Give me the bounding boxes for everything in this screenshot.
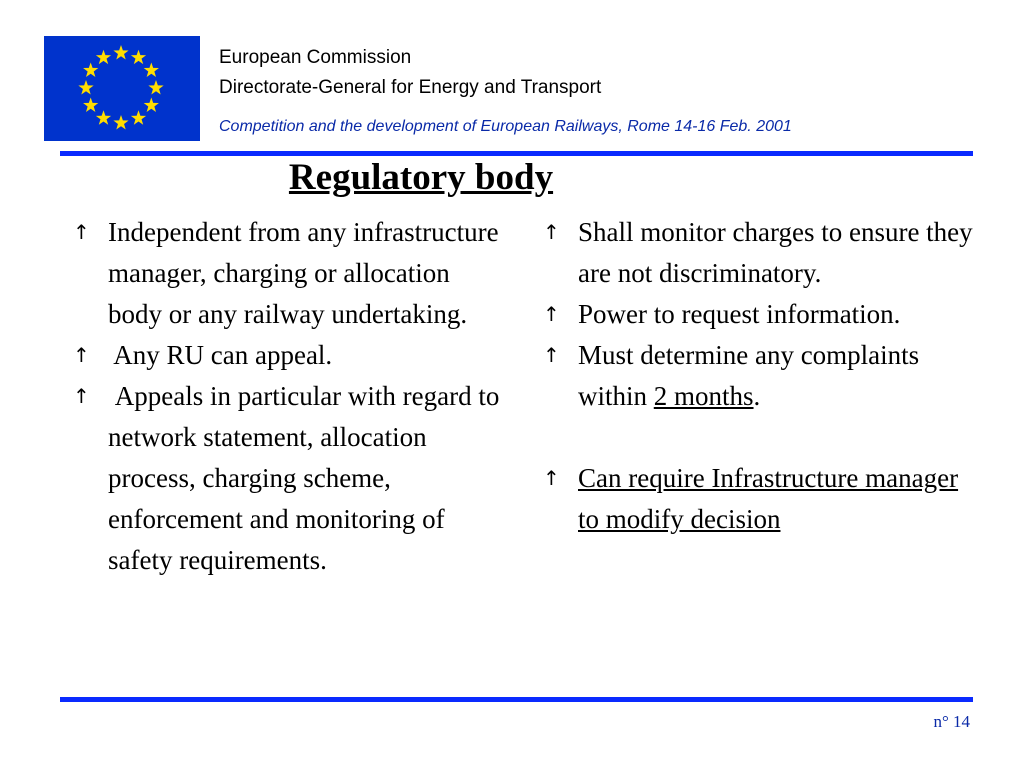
up-arrow-icon: ↑ — [543, 302, 560, 326]
up-arrow-icon: ↑ — [73, 343, 90, 367]
up-arrow-icon: ↑ — [543, 466, 560, 490]
bullet-item — [538, 294, 978, 335]
star-icon — [96, 50, 111, 64]
directorate-name: Directorate-General for Energy and Transport — [219, 77, 602, 98]
star-icon — [131, 110, 146, 124]
bullet-text: Shall monitor charges to ensure they are not discriminatory. — [578, 217, 973, 288]
eu-flag-stars — [44, 36, 200, 141]
star-icon — [144, 63, 159, 77]
bullet-item — [68, 376, 508, 581]
up-arrow-icon: ↑ — [73, 384, 90, 408]
deadline-link[interactable]: 2 months — [653, 381, 754, 411]
up-arrow-icon: ↑ — [73, 220, 90, 244]
star-icon — [113, 45, 128, 59]
bullet-text: Any RU can appeal. — [108, 340, 333, 370]
bullet-text-after: . — [753, 381, 761, 411]
eu-flag-icon — [44, 36, 200, 141]
bullet-text-before: Must determine any complaints within — [578, 340, 926, 411]
star-icon — [83, 98, 98, 112]
bullet-item — [538, 212, 978, 294]
page-number: n° 14 — [933, 712, 970, 731]
bullet-text: Power to request information. — [578, 299, 901, 329]
star-icon — [113, 115, 128, 129]
event-subtitle: Competition and the development of European Railways, Rome 14-16 Feb. 2001 — [219, 118, 792, 135]
bullet-item — [68, 335, 508, 376]
bullet-text: Independent from any infrastructure manager, charging or allocation body or any railway undertaking. — [108, 217, 499, 329]
bottom-divider — [60, 697, 973, 702]
right-bullet-list — [538, 212, 978, 540]
up-arrow-icon: ↑ — [543, 343, 560, 367]
star-icon — [96, 110, 111, 124]
slide-title: Regulatory body — [288, 157, 554, 198]
star-icon — [148, 80, 163, 94]
left-bullet-list — [68, 212, 508, 581]
up-arrow-icon: ↑ — [543, 220, 560, 244]
bullet-item — [68, 212, 508, 335]
bullet-text: Appeals in particular with regard to network statement, allocation process, charging scheme, enforcement and monitoring of safety requirements. — [108, 381, 507, 575]
bullet-item — [538, 335, 978, 417]
star-icon — [83, 63, 98, 77]
modify-decision-link[interactable]: Can require Infrastructure manager to modify decision — [578, 463, 959, 534]
organization-name: European Commission — [219, 47, 412, 68]
star-icon — [144, 98, 159, 112]
star-icon — [131, 50, 146, 64]
star-icon — [78, 80, 93, 94]
bullet-item — [538, 458, 978, 540]
